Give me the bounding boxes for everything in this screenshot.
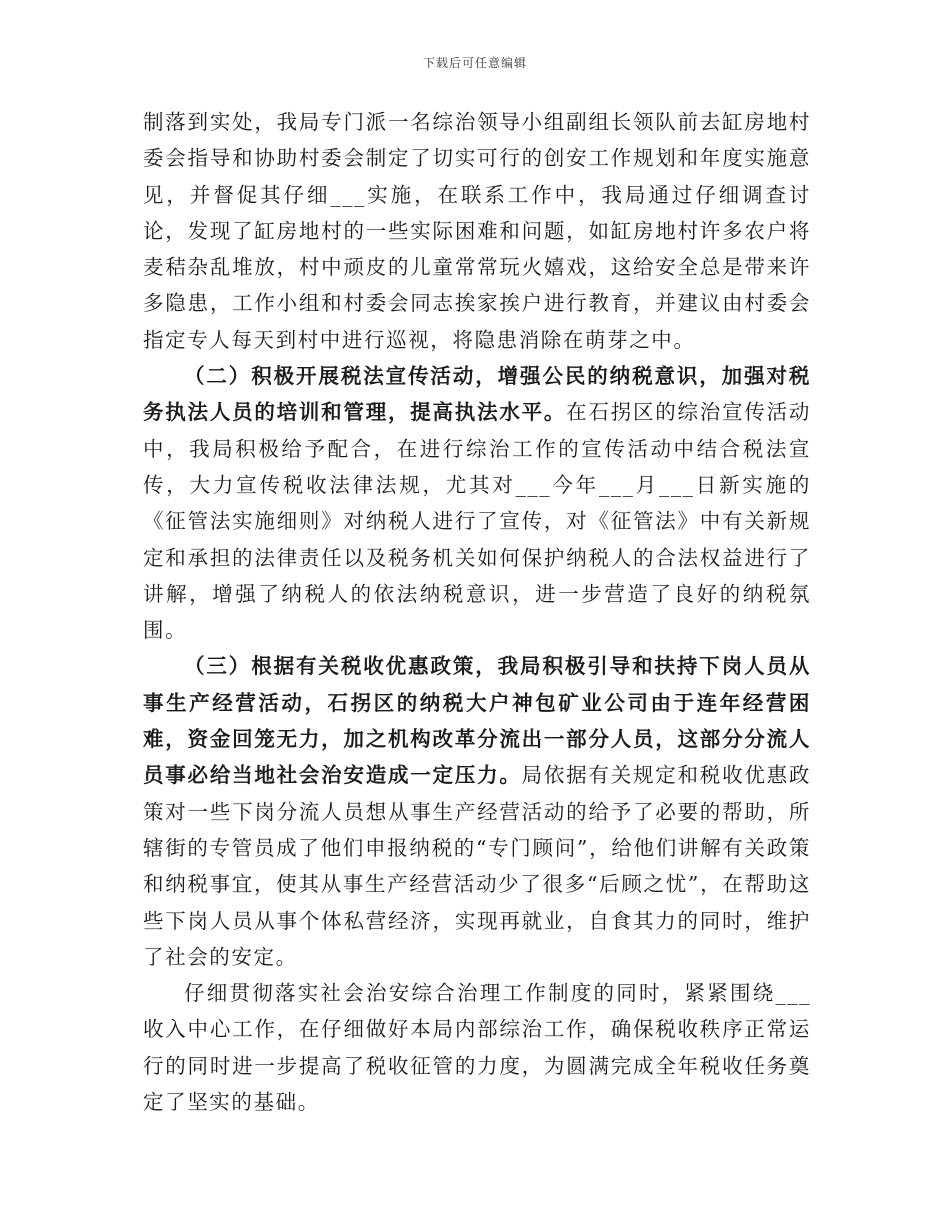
paragraph-text: 仔细贯彻落实社会治安综合治理工作制度的同时，紧紧围绕___收入中心工作，在仔细做好本局内部综治工作，确保税收秩序正常运行的同时进一步提高了税收征管的力度，为圆满完成全年税收任务奠定了坚实的基础。 bbox=[143, 981, 811, 1115]
paragraph-heading: （二）积极开展税法宣传活动，增强公民的纳税意识，加强对税务执法人员的培训和管理，提高执法水平。 bbox=[143, 364, 811, 425]
paragraph-heading: （三）根据有关税收优惠政策，我局积极引导和扶持下岗人员从事生产经营活动，石拐区的纳税大户神包矿业公司由于连年经营困难，资金回笼无力，加之机构改革分流出一部分人员，这部分分流人员事必给当地社会治安造成一定压力。 bbox=[143, 654, 811, 788]
paragraph-continuation bbox=[143, 104, 811, 358]
paragraph-text: 局依据有关规定和税收优惠政策对一些下岗分流人员想从事生产经营活动的给予了必要的帮助，所辖街的专管员成了他们申报纳税的“专门顾问”，给他们讲解有关政策和纳税事宜，使其从事生产经营活动少了很多“后顾之忧”，在帮助这些下岗人员从事个体私营经济，实现再就业，自食其力的同时，维护了社会的安定。 bbox=[143, 763, 811, 969]
paragraph-closing bbox=[143, 975, 811, 1120]
document-body bbox=[143, 104, 811, 1120]
paragraph-text: 在石拐区的综治宣传活动中，我局积极给予配合，在进行综治工作的宣传活动中结合税法宣传，大力宣传税收法律法规，尤其对___今年___月___日新实施的《征管法实施细则》对纳税人进行了宣传，对《征管法》中有关新规定和承担的法律责任以及税务机关如何保护纳税人的合法权益进行了讲解，增强了纳税人的依法纳税意识，进一步营造了良好的纳税氛围。 bbox=[143, 400, 811, 643]
paragraph-section-2 bbox=[143, 358, 811, 648]
paragraph-text: 制落到实处，我局专门派一名综治领导小组副组长领队前去缸房地村委会指导和协助村委会制定了切实可行的创安工作规划和年度实施意见，并督促其仔细___实施，在联系工作中，我局通过仔细调查讨论，发现了缸房地村的一些实际困难和问题，如缸房地村许多农户将麦秸杂乱堆放，村中顽皮的儿童常常玩火嬉戏，这给安全总是带来许多隐患，工作小组和村委会同志挨家挨户进行教育，并建议由村委会指定专人每天到村中进行巡视，将隐患消除在萌芽之中。 bbox=[143, 110, 811, 352]
paragraph-section-3 bbox=[143, 648, 811, 975]
page-header: 下载后可任意编辑 bbox=[422, 56, 527, 70]
